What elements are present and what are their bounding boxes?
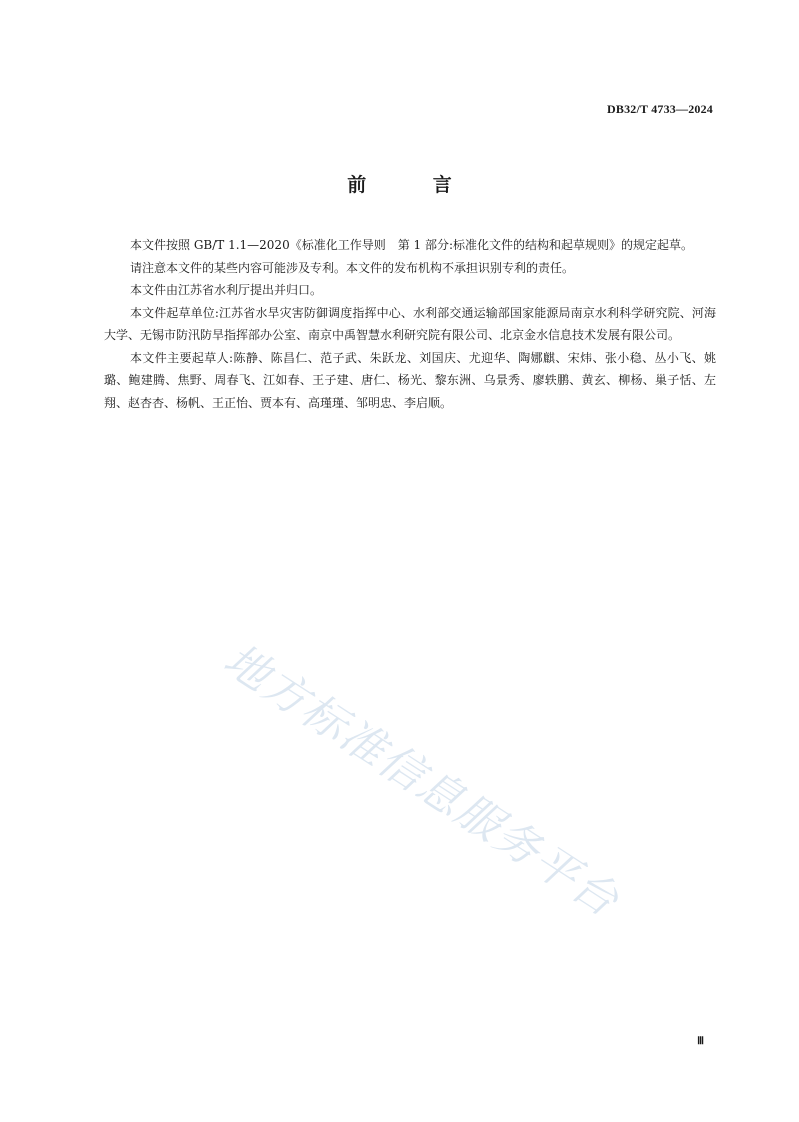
body-text [104, 234, 716, 414]
paragraph-patent-notice: 请注意本文件的某些内容可能涉及专利。本文件的发布机构不承担识别专利的责任。 [130, 260, 575, 275]
page-number: Ⅲ [697, 1036, 704, 1047]
paragraph-drafting-rules: 本文件按照 GB/T 1.1—2020《标准化工作导则 第 1 部分:标准化文件的结构和起草规则》的规定起草。 [130, 238, 694, 252]
paragraph-drafters: 本文件主要起草人:陈静、陈昌仁、范子武、朱跃龙、刘国庆、尤迎华、陶娜麒、宋炜、张小稳、丛小飞、姚璐、鲍建腾、焦野、周春飞、江如春、王子建、唐仁、杨光、黎东洲、乌景秀、廖轶鹏、黄玄、柳杨、巢子恬、左翔、赵杏杏、杨帆、王正怡、贾本有、高瑾瑾、邹明忠、李启顺。 [104, 350, 716, 410]
document-code: DB32/T 4733—2024 [607, 102, 713, 116]
paragraph-drafting-units: 本文件起草单位:江苏省水旱灾害防御调度指挥中心、水利部交通运输部国家能源局南京水利科学研究院、河海大学、无锡市防汛防旱指挥部办公室、南京中禹智慧水利研究院有限公司、北京金水信息技术发展有限公司。 [104, 305, 716, 342]
page-title: 前 言 [347, 174, 482, 196]
watermark: 地方标准信息服务平台 [214, 634, 629, 928]
paragraph-proposer: 本文件由江苏省水利厅提出并归口。 [130, 283, 323, 297]
